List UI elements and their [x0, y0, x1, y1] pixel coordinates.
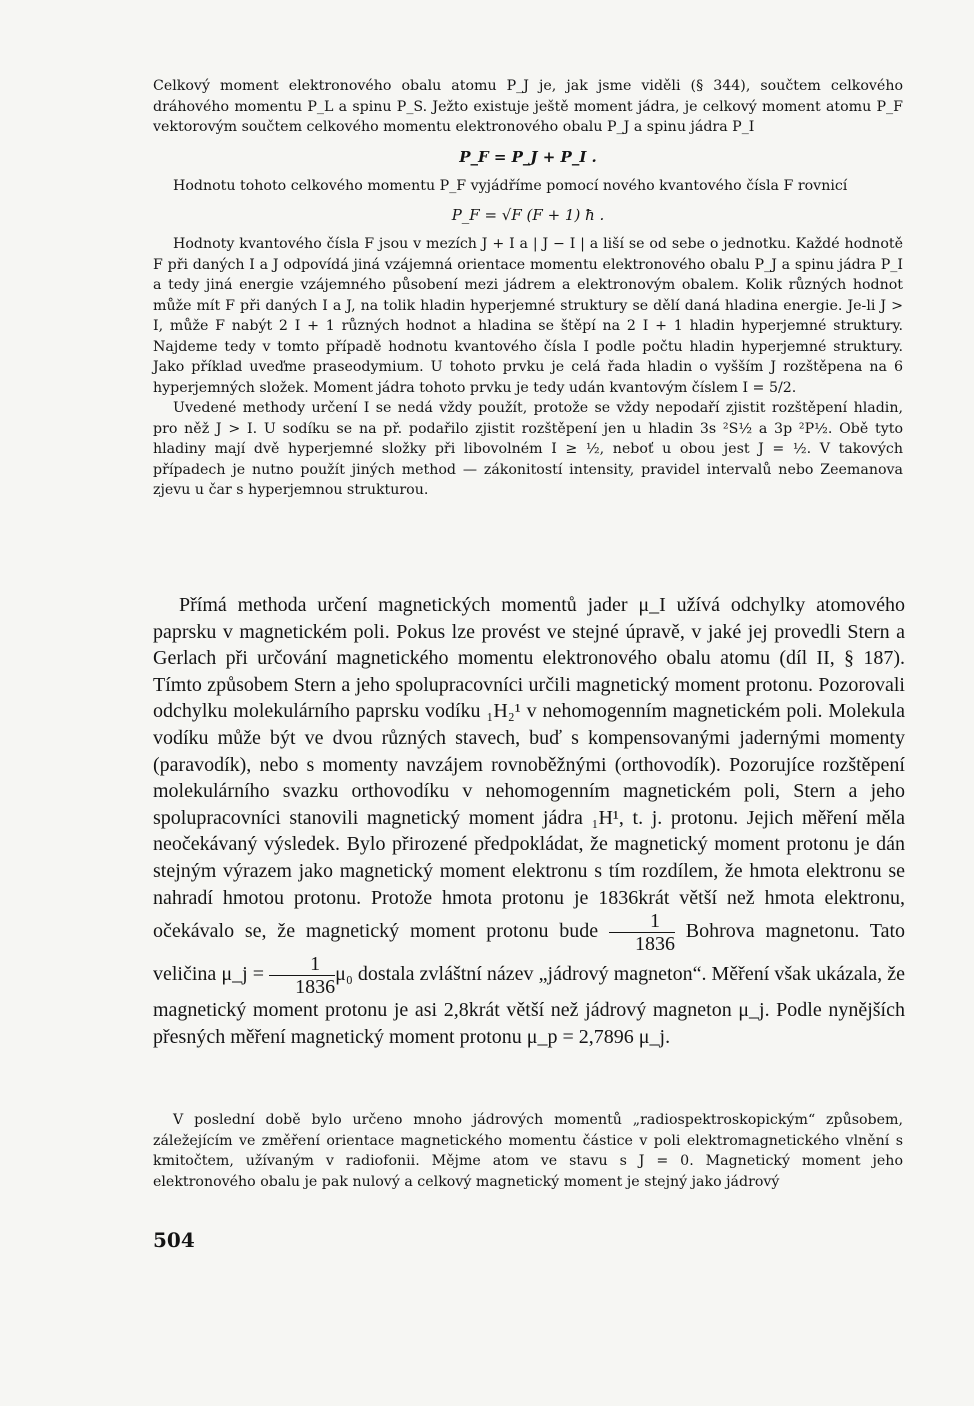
equation-pf-sum: P_F = P_J + P_I . — [459, 147, 597, 166]
fraction-one-over-1836-b — [269, 954, 335, 997]
paragraph-direct-method — [153, 592, 905, 1050]
equation-pf-magnitude: P_F = √F (F + 1) ħ . — [451, 206, 605, 224]
text-direct-method-a: Přímá methoda určení magnetických momentů jader μ_I užívá odchylky atomového paprsku v magnetickém poli. Pokus lze provést ve stejné úpravě, v jaké jej provedli Stern a Gerlach při určování magnetického momentu elektronového obalu atomu (díl II, § 187). Tímto způsobem Stern a jeho spolupracovníci určili magnetický moment protonu. Pozorovali odchylku molekulárního paprsku vodíku ₁H₂¹ v nehomogenním magnetickém poli. Molekula vodíku může být ve dvou různých stavech, buď s kompensovanými jadernými momenty (paravodík), nebo s momenty navzájem rovnoběžnými (orthovodík). Pozorujíce rozštěpení molekulárního svazku orthovodíku v nehomogenním magnetickém poli, Stern a jeho spolupracovníci stanovili magnetický moment jádra ₁H¹, t. j. protonu. Jejich měření měla neočekávaný výsledek. Bylo přirozené předpokládat, že magnetický moment protonu je dán stejným výrazem jako magnetický moment elektronu s tím rozdílem, že hmota elektronu se nahradí hmotou protonu. Protože hmota protonu je 1836krát větší než hmota elektronu, očekávalo se, že magnetický moment protonu bude — [153, 594, 905, 943]
paragraph-total-moment: Celkový moment elektronového obalu atomu P_J je, jak jsme viděli (§ 344), součtem celkového dráhového momentu P_L a spinu P_S. Ježto existuje ještě moment jádra, je celkový moment atomu P_F vektorovým součtem celkového momentu elektronového obalu P_J a spinu jádra P_I — [153, 78, 903, 135]
fraction-numerator: 1 — [609, 911, 675, 933]
paragraph-radiospectroscopic: V poslední době bylo určeno mnoho jádrových momentů „radiospektroskopickým“ způsobem, záležejícím ve změření orientace magnetického momentu částice v poli elektromagnetického vlnění s kmitočtem, užívaným v radiofonii. Mějme atom ve stavu s J = 0. Magnetický moment jeho elektronového obalu je pak nulový a celkový magnetický moment je stejný jako jádrový — [153, 1112, 903, 1190]
fraction-one-over-1836 — [609, 911, 675, 954]
text-direct-method-c: μ₀ dostala zvláštní název „jádrový magneton“. Měření však ukázala, že magnetický moment protonu je asi 2,8krát větší než jádrový magneton μ_j. Podle nynějších přesných měření magnetický moment protonu μ_p = 2,7896 μ_j. — [153, 963, 906, 1048]
paragraph-methods: Uvedené methody určení I se nedá vždy použít, protože se vždy nepodaří zjistit rozštěpení hladin, pro něž J > I. U sodíku se na př. podařilo zjistit rozštěpení jen u hladin 3s ²S½ a 3p ²P½. Obě tyto hladiny mají dvě hyperjemné složky při libovolném I ≥ ½, neboť u obou jest J = ½. V takových případech je nutno použít jiných method — zákonitostí intensity, pravidel intervalů nebo Zeemanova zjevu u čar s hyperjemnou strukturou. — [153, 400, 903, 498]
text-direct-method-b: Bohrova magnetonu. Tato veličina μ_j = — [153, 920, 906, 986]
page-number: 504 — [153, 1228, 195, 1252]
main-text-block — [153, 592, 905, 1050]
small-print-block-2 — [153, 1110, 903, 1192]
paragraph-quantum-number-f: Hodnotu tohoto celkového momentu P_F vyjádříme pomocí nového kvantového čísla F rovnicí — [173, 177, 848, 194]
fraction-numerator-b: 1 — [269, 954, 335, 976]
fraction-denominator-b: 1836 — [295, 976, 336, 999]
fraction-denominator: 1836 — [634, 933, 675, 956]
small-print-block — [153, 76, 903, 501]
paragraph-hyperfine-levels: Hodnoty kvantového čísla F jsou v mezích J + I a | J − I | a liší se od sebe o jednotku. Každé hodnotě F při daných I a J odpovídá jiná vzájemná orientace momentu elektronového obalu P_J a spinu jádra P_I a tedy jiná energie vzájemného působení mezi jádrem a elektronovým obalem. Kolik různých hodnot může mít F při daných I a J, na tolik hladin hyperjemné struktury se dělí daná hladina energie. Je-li J > I, může F nabýt 2 I + 1 různých hodnot a hladina se štěpí na 2 I + 1 hladin hyperjemné struktury. Najdeme tedy v tomto případě hodnotu kvantového čísla I podle počtu hladin hyperjemné struktury. Jako příklad uveďme praseodymium. U tohoto prvku je celá řada hladin o vyšším J rozštěpena na 6 hyperjemných složek. Moment jádra tohoto prvku je tedy udán kvantovým číslem I = 5/2. — [153, 236, 903, 396]
